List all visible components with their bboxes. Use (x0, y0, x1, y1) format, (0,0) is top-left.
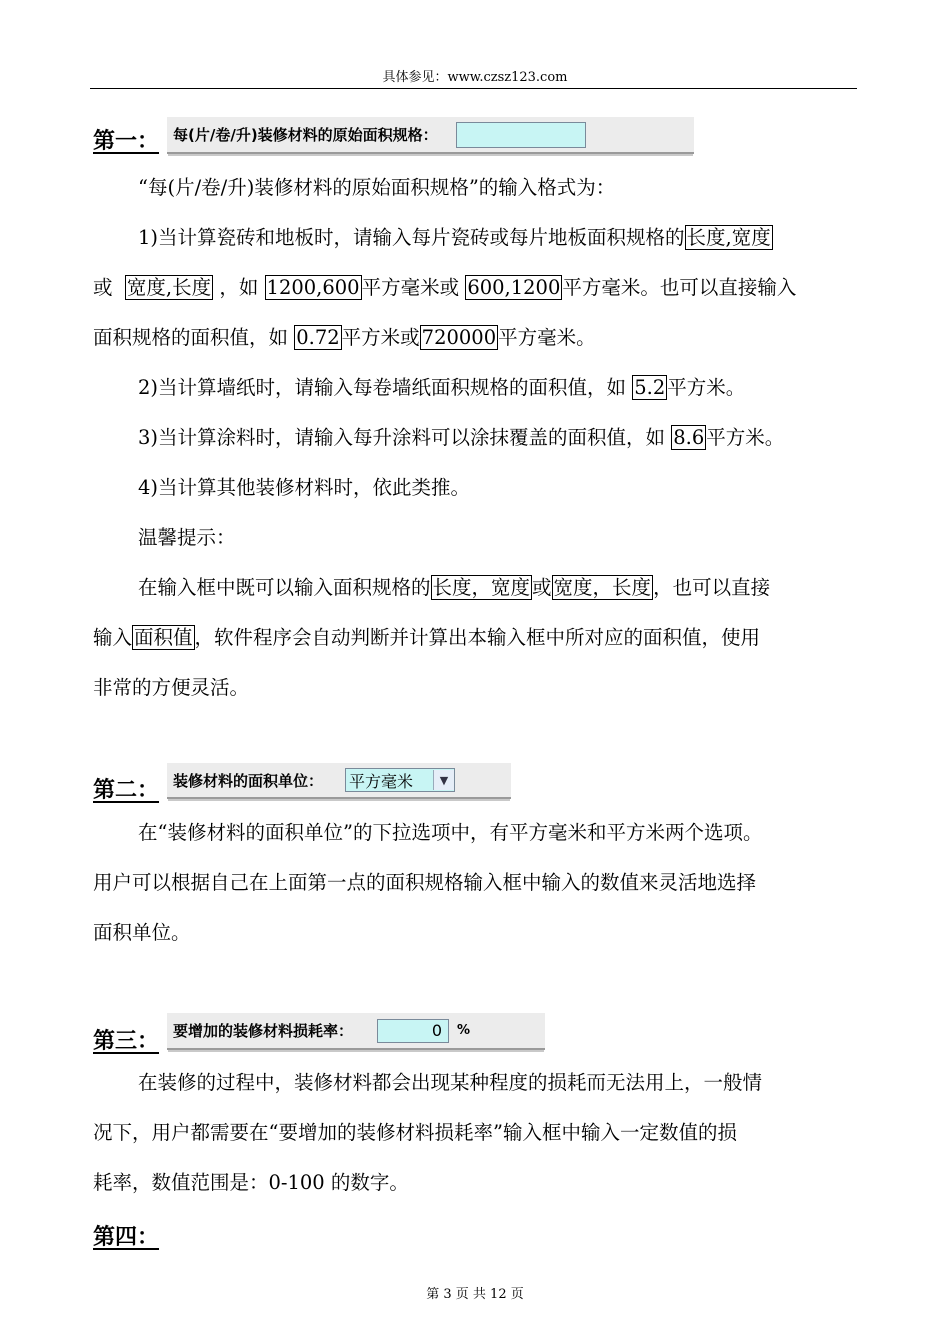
page-footer: 第 3 页 共 12 页 (426, 1287, 524, 1302)
section1-ui-snippet (167, 117, 694, 154)
boxed-term: 面积值 (134, 626, 193, 649)
section2-paragraph: 在“装修材料的面积单位”的下拉选项中，有平方毫米和平方米两个选项。 用户可以根据自己在上面第一点的面积规格输入框中输入的数值来灵活地选择 面积单位。 (93, 821, 763, 944)
boxed-value: 0.72 (296, 326, 340, 349)
loss-rate-label: 要增加的装修材料损耗率： (173, 1022, 354, 1040)
boxed-value: 5.2 (634, 376, 666, 399)
boxed-term: 长度，宽度 (432, 576, 531, 599)
boxed-value: 720000 (421, 326, 497, 349)
boxed-value: 600,1200 (467, 276, 561, 299)
area-spec-input[interactable] (456, 122, 586, 148)
tip-paragraph: 在输入框中既可以输入面积规格的 长度，宽度 或 宽度，长度 ，也可以直接 输入 面积值 ，软件程序会自动判断并计算出本输入框中所对应的面积值，使用 非常的方便灵活。 (93, 576, 771, 699)
section2-ui-snippet (167, 763, 511, 799)
section1-para2: 2)当计算墙纸时，请输入每卷墙纸面积规格的面积值，如 5.2 平方米。 (138, 376, 746, 399)
section4-heading: 第四： (93, 1224, 160, 1250)
boxed-term: 宽度,长度 (126, 276, 212, 299)
boxed-term: 宽度，长度 (553, 576, 652, 599)
section2-heading: 第二： (93, 777, 160, 803)
tip-title: 温馨提示： (138, 526, 236, 549)
area-unit-select[interactable]: 平方毫米 ▼ (345, 768, 455, 792)
section1-intro: “每(片/卷/升)装修材料的原始面积规格”的输入格式为： (138, 176, 616, 199)
loss-rate-input[interactable]: 0 (377, 1019, 449, 1043)
header-rule (90, 88, 857, 89)
page-header: 具体参见：www.czsz123.com (382, 70, 568, 85)
boxed-value: 1200,600 (266, 276, 360, 299)
section1-para1: 1)当计算瓷砖和地板时，请输入每片瓷砖或每片地板面积规格的 长度,宽度 或 宽度,长度 ，如 1200,600 平方毫米或 600,1200 平方毫米。也可以直接输入 面积规格的面积值，如 0.72 平方米或 720000 平方毫米。 (93, 226, 797, 349)
chevron-down-icon[interactable]: ▼ (433, 770, 454, 790)
section3-ui-snippet (167, 1013, 545, 1050)
section1-para4: 4)当计算其他装修材料时，依此类推。 (138, 476, 471, 499)
section3-paragraph: 在装修的过程中，装修材料都会出现某种程度的损耗而无法用上，一般情 况下，用户都需要在“要增加的装修材料损耗率”输入框中输入一定数值的损 耗率，数值范围是：0-100 的数字。 (93, 1071, 763, 1194)
boxed-term: 长度,宽度 (686, 226, 771, 249)
area-spec-label: 每(片/卷/升)装修材料的原始面积规格： (173, 126, 438, 144)
section1-heading: 第一： (93, 128, 160, 154)
area-unit-label: 装修材料的面积单位： (173, 771, 324, 790)
boxed-value: 8.6 (673, 426, 705, 449)
section3-heading: 第三： (93, 1028, 160, 1054)
section1-para3: 3)当计算涂料时，请输入每升涂料可以涂抹覆盖的面积值，如 8.6 平方米。 (138, 426, 785, 449)
percent-unit: % (457, 1023, 471, 1038)
